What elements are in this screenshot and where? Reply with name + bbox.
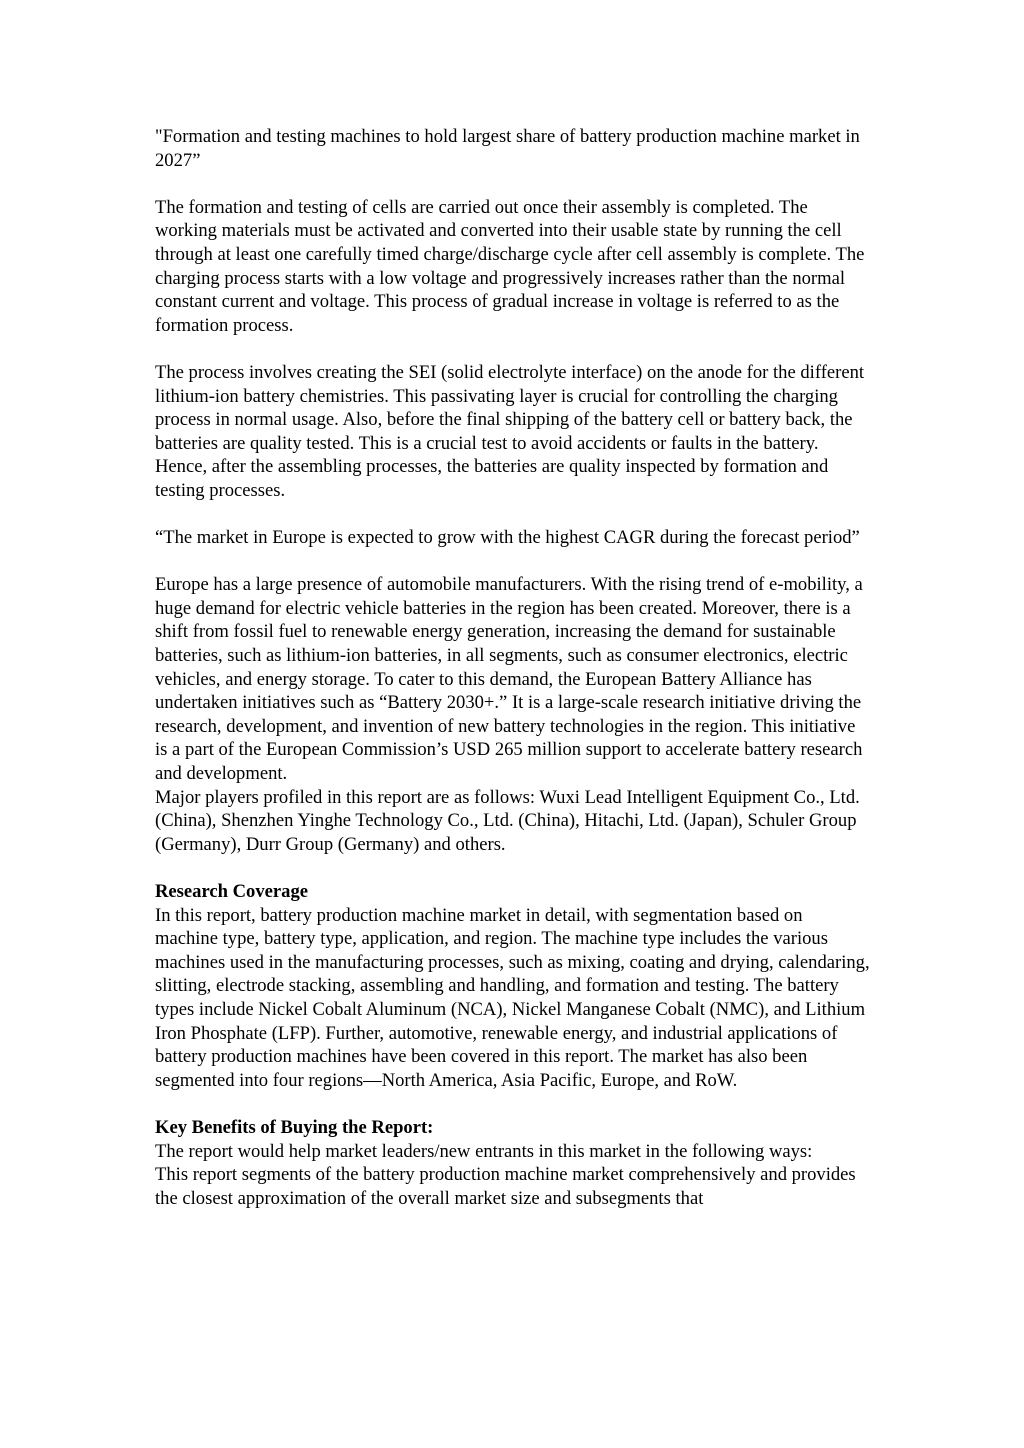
paragraph-key-benefits-intro: The report would help market leaders/new entrants in this market in the following ways: [155,1140,813,1162]
heading-research-coverage: Research Coverage [155,881,308,902]
heading-key-benefits: Key Benefits of Buying the Report: [155,1116,434,1138]
paragraph-sei-process: The process involves creating the SEI (solid electrolyte interface) on the anode for the different lithium-ion battery chemistries. This passivating layer is crucial for controlling the charging process in normal usage. Also, before the final shipping of the battery cell or battery back, the batteries are quality tested. This is a crucial test to avoid accidents or faults in the battery. Hence, after the assembling processes, the batteries are quality inspected by formation and testing processes. [155,361,865,501]
paragraph-research-coverage: In this report, battery production machine market in detail, with segmentation based on machine type, battery type, application, and region. The machine type includes the various machines used in the manufacturing processes, such as mixing, coating and drying, calendaring, slitting, electrode stacking, assembling and handling, and formation and testing. The battery types include Nickel Cobalt Aluminum (NCA), Nickel Manganese Cobalt (NMC), and Lithium Iron Phosphate (LFP). Further, automotive, renewable energy, and industrial applications of battery production machines have been covered in this report. The market has also been segmented into four regions—North America, Asia Pacific, Europe, and RoW. [155,904,870,1091]
paragraph-major-players: Major players profiled in this report are as follows: Wuxi Lead Intelligent Equipment Co., Ltd. (China), Shenzhen Yinghe Technology Co., Ltd. (China), Hitachi, Ltd. (Japan), Schuler Group (Germany), Durr Group (Germany) and others. [155,786,860,855]
section-quote-formation: "Formation and testing machines to hold largest share of battery production machine market in 2027” [155,126,860,171]
paragraph-formation-testing: The formation and testing of cells are carried out once their assembly is completed. The working materials must be activated and converted into their usable state by running the cell through at least one carefully timed charge/discharge cycle after cell assembly is complete. The charging process starts with a low voltage and progressively increases rather than the normal constant current and voltage. This process of gradual increase in voltage is referred to as the formation process. [155,196,865,336]
paragraph-report-segments: This report segments of the battery production machine market comprehensively and provides the closest approximation of the overall market size and subsegments that [155,1164,856,1209]
document-page [155,125,870,1210]
paragraph-europe-market: Europe has a large presence of automobile manufacturers. With the rising trend of e-mobility, a huge demand for electric vehicle batteries in the region has been created. Moreover, there is a shift from fossil fuel to renewable energy generation, increasing the demand for sustainable batteries, such as lithium-ion batteries, in all segments, such as consumer electronics, electric vehicles, and energy storage. To cater to this demand, the European Battery Alliance has undertaken initiatives such as “Battery 2030+.” It is a large-scale research initiative driving the research, development, and invention of new battery technologies in the region. This initiative is a part of the European Commission’s USD 265 million support to accelerate battery research and development. [155,574,863,785]
section-quote-europe: “The market in Europe is expected to grow with the highest CAGR during the forecast period” [155,527,860,549]
